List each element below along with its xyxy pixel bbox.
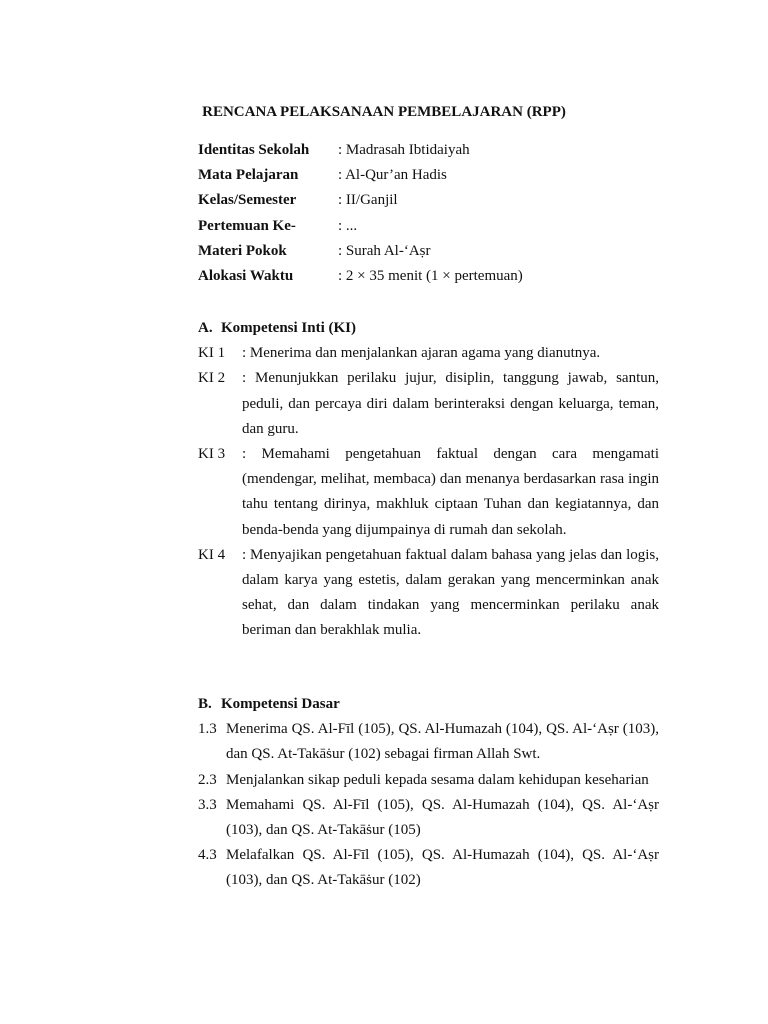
identity-table (198, 138, 658, 289)
ki-item (198, 442, 659, 543)
identity-value: : Al-Qur’an Hadis (338, 167, 447, 184)
identity-value: : ... (338, 217, 358, 234)
identity-value: : Surah Al-‘Aṣr (338, 242, 431, 259)
identity-label: Materi Pokok (198, 242, 287, 259)
section-heading (198, 692, 659, 717)
kd-item (198, 717, 659, 767)
document-title: RENCANA PELAKSANAAN PEMBELAJARAN (RPP) (202, 104, 566, 120)
identity-label: Pertemuan Ke- (198, 217, 296, 234)
identity-row-subject (198, 163, 658, 188)
kd-text: Memahami QS. Al-Fīl (105), QS. Al-Humazah (104), QS. Al-‘Aṣr (103), dan QS. At-Takāṡur (105) (226, 796, 659, 838)
section-title: Kompetensi Dasar (221, 696, 340, 712)
section-letter: A. (198, 320, 213, 336)
kd-number: 2.3 (198, 771, 217, 788)
ki-code: KI 3 (198, 446, 226, 462)
identity-row-school (198, 138, 658, 163)
kd-item (198, 793, 659, 843)
kd-text: Menerima QS. Al-Fīl (105), QS. Al-Humazah (104), QS. Al-‘Aṣr (103), dan QS. At-Takāṡur (102) sebagai firman Allah Swt. (226, 721, 659, 763)
identity-row-class (198, 188, 658, 213)
ki-text: : Menyajikan pengetahuan faktual dalam bahasa yang jelas dan logis, dalam karya yang estetis, dalam gerakan yang mencerminkan anak sehat, dan dalam tindakan yang mencerminkan perilaku anak beriman dan berakhlak mulia. (242, 546, 659, 639)
identity-row-meeting (198, 214, 658, 239)
kd-number: 4.3 (198, 847, 217, 864)
identity-label: Kelas/Semester (198, 192, 297, 209)
identity-value: : 2 × 35 menit (1 × pertemuan) (338, 267, 523, 284)
ki-item (198, 341, 659, 366)
section-title: Kompetensi Inti (KI) (221, 320, 356, 336)
ki-text: : Memahami pengetahuan faktual dengan cara mengamati (mendengar, melihat, membaca) dan menanya berdasarkan rasa ingin tahu tentang dirinya, makhluk ciptaan Tuhan dan kegiatannya, dan benda-benda yang dijumpainya di rumah dan sekolah. (242, 446, 659, 538)
identity-value: : Madrasah Ibtidaiyah (338, 142, 470, 158)
section-kompetensi-inti (198, 316, 659, 644)
kd-item (198, 768, 659, 793)
ki-item (198, 366, 659, 442)
section-heading (198, 316, 659, 341)
kd-text: Melafalkan QS. Al-Fīl (105), QS. Al-Humazah (104), QS. Al-‘Aṣr (103), dan QS. At-Takāṡur (102) (226, 847, 659, 889)
ki-code: KI 1 (198, 345, 226, 362)
identity-label: Identitas Sekolah (198, 142, 310, 158)
section-letter: B. (198, 696, 212, 712)
kd-number: 3.3 (198, 796, 217, 813)
kd-item (198, 843, 659, 893)
identity-row-time (198, 264, 658, 289)
kd-text: Menjalankan sikap peduli kepada sesama dalam kehidupan keseharian (226, 771, 649, 788)
kd-number: 1.3 (198, 721, 217, 738)
section-kompetensi-dasar (198, 692, 659, 894)
identity-label: Mata Pelajaran (198, 167, 299, 184)
ki-text: : Menunjukkan perilaku jujur, disiplin, tanggung jawab, santun, peduli, dan percaya diri dalam berinteraksi dengan keluarga, teman, dan guru. (242, 370, 659, 437)
identity-label: Alokasi Waktu (198, 267, 294, 284)
ki-text: : Menerima dan menjalankan ajaran agama yang dianutnya. (242, 345, 601, 362)
ki-item (198, 543, 659, 644)
ki-code: KI 4 (198, 546, 226, 563)
identity-row-topic (198, 239, 658, 264)
identity-value: : II/Ganjil (338, 192, 398, 209)
ki-code: KI 2 (198, 370, 226, 387)
